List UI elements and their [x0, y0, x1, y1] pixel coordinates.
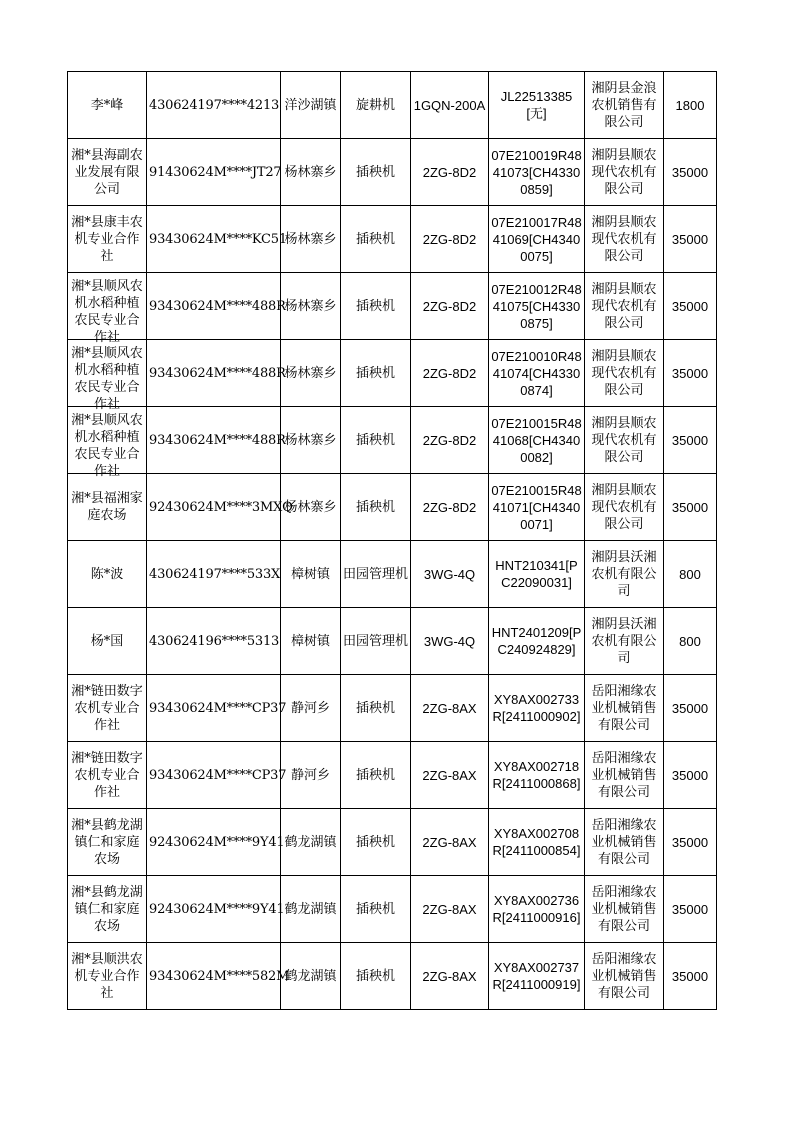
machine-type-text: 插秧机 [355, 834, 395, 850]
machine-type-text: 插秧机 [355, 901, 395, 917]
township-text: 杨林寨乡 [284, 231, 337, 247]
model-cell [411, 139, 489, 206]
serial-number-cell [489, 340, 585, 407]
subsidy-amount-text: 35000 [671, 834, 709, 850]
machine-type-text: 插秧机 [355, 432, 395, 448]
table-row [68, 407, 717, 474]
applicant-name-cell [68, 340, 147, 412]
applicant-name-cell [68, 72, 147, 139]
id-number-cell [147, 943, 290, 1010]
id-number-text: 430624197****4213 [149, 97, 280, 113]
dealer-cell [585, 943, 664, 1010]
table-row [68, 608, 717, 675]
id-number-cell [147, 675, 287, 742]
model-text: 2ZG-8D2 [422, 231, 477, 247]
dealer-cell [585, 407, 664, 474]
machine-type-cell [341, 407, 411, 474]
dealer-cell [585, 876, 664, 943]
township-cell [281, 608, 341, 675]
township-text: 鹤龙湖镇 [284, 968, 337, 984]
dealer-cell [585, 340, 664, 407]
model-cell [411, 206, 489, 273]
model-text: 2ZG-8AX [422, 968, 477, 984]
serial-number-text: HNT2401209[PC240924829] [491, 625, 582, 657]
serial-number-cell [489, 943, 585, 1010]
serial-number-text: 07E210017R4841069[CH43400075] [491, 214, 582, 264]
machine-type-text: 插秧机 [355, 231, 395, 247]
machine-type-text: 插秧机 [355, 365, 395, 381]
table-row [68, 541, 717, 608]
township-cell [281, 675, 341, 742]
id-number-cell [147, 876, 285, 943]
subsidy-amount-text: 35000 [671, 968, 709, 984]
serial-number-cell [489, 608, 585, 675]
subsidy-amount-text: 35000 [671, 432, 709, 448]
dealer-text: 湘阴县顺农现代农机有限公司 [591, 348, 657, 398]
subsidy-amount-text: 35000 [671, 901, 709, 917]
machine-type-cell [341, 72, 411, 139]
township-cell [281, 407, 341, 474]
model-cell [411, 340, 489, 407]
model-text: 2ZG-8D2 [422, 164, 477, 180]
serial-number-text: JL22513385[无] [500, 89, 573, 121]
township-text: 鹤龙湖镇 [284, 834, 337, 850]
model-text: 2ZG-8AX [422, 700, 477, 716]
model-cell [411, 273, 489, 340]
machine-type-cell [341, 541, 411, 608]
serial-number-cell [489, 72, 585, 139]
township-cell [281, 340, 341, 407]
id-number-cell [147, 139, 281, 206]
serial-number-text: XY8AX002718R[2411000868] [492, 759, 581, 791]
applicant-name-text: 湘*县顺风农机水稻种植农民专业合作社 [71, 412, 143, 479]
subsidy-amount-cell [664, 139, 717, 206]
model-cell [411, 407, 489, 474]
dealer-cell [585, 675, 664, 742]
id-number-cell [147, 72, 281, 139]
table-row [68, 474, 717, 541]
id-number-cell [147, 206, 287, 273]
id-number-text: 93430624M****488R [149, 298, 286, 314]
dealer-text: 湘阴县沃湘农机有限公司 [591, 616, 657, 666]
id-number-text: 93430624M****488R [149, 432, 286, 448]
applicant-name-text: 陈*波 [90, 566, 124, 582]
subsidy-amount-text: 800 [679, 566, 701, 582]
subsidy-amount-cell [664, 943, 717, 1010]
subsidy-amount-cell [664, 273, 717, 340]
applicant-name-text: 湘*县福湘家庭农场 [71, 491, 143, 523]
table-row [68, 742, 717, 809]
subsidy-amount-text: 35000 [671, 365, 709, 381]
dealer-cell [585, 541, 664, 608]
subsidy-amount-text: 1800 [675, 97, 705, 113]
subsidy-amount-cell [664, 742, 717, 809]
table-row [68, 139, 717, 206]
subsidy-amount-text: 35000 [671, 231, 709, 247]
subsidy-amount-text: 35000 [671, 767, 709, 783]
model-text: 2ZG-8AX [422, 901, 477, 917]
applicant-name-cell [68, 139, 147, 206]
serial-number-text: 07E210010R4841074[CH43300874] [491, 348, 582, 398]
model-text: 2ZG-8D2 [422, 432, 477, 448]
serial-number-cell [489, 206, 585, 273]
machine-type-text: 插秧机 [355, 700, 395, 716]
applicant-name-text: 湘*县康丰农机专业合作社 [71, 214, 143, 264]
id-number-cell [147, 809, 285, 876]
model-text: 1GQN-200A [413, 97, 486, 113]
subsidy-amount-cell [664, 340, 717, 407]
model-cell [411, 876, 489, 943]
dealer-text: 岳阳湘缘农业机械销售有限公司 [591, 884, 657, 934]
serial-number-cell [489, 407, 585, 474]
table-body [68, 72, 717, 1010]
township-text: 洋沙湖镇 [284, 97, 337, 113]
id-number-cell [147, 340, 286, 407]
applicant-name-cell [68, 943, 147, 1010]
machine-type-text: 旋耕机 [355, 97, 395, 113]
table-row [68, 72, 717, 139]
table-row [68, 675, 717, 742]
serial-number-text: 07E210019R4841073[CH43300859] [491, 147, 582, 197]
machine-type-cell [341, 340, 411, 407]
id-number-text: 430624196****5313 [149, 633, 280, 649]
township-cell [281, 809, 341, 876]
serial-number-cell [489, 675, 585, 742]
model-text: 3WG-4Q [423, 566, 476, 582]
table-row [68, 273, 717, 340]
applicant-name-cell [68, 742, 147, 809]
id-number-text: 93430624M****582M [149, 968, 290, 984]
machine-type-cell [341, 474, 411, 541]
subsidy-amount-cell [664, 206, 717, 273]
id-number-cell [147, 273, 286, 340]
township-text: 静河乡 [290, 767, 330, 783]
applicant-name-text: 湘*县海副农业发展有限公司 [71, 147, 143, 197]
id-number-cell [147, 407, 286, 474]
serial-number-cell [489, 273, 585, 340]
id-number-text: 92430624M****3MXQ [149, 499, 293, 515]
serial-number-text: XY8AX002736R[2411000916] [492, 893, 581, 925]
model-cell [411, 809, 489, 876]
applicant-name-cell [68, 675, 147, 742]
township-text: 鹤龙湖镇 [284, 901, 337, 917]
model-text: 2ZG-8AX [422, 834, 477, 850]
township-cell [281, 273, 341, 340]
serial-number-cell [489, 139, 585, 206]
table-row [68, 876, 717, 943]
subsidy-amount-cell [664, 876, 717, 943]
dealer-text: 湘阴县沃湘农机有限公司 [591, 549, 657, 599]
township-text: 杨林寨乡 [284, 499, 337, 515]
township-cell [281, 876, 341, 943]
machine-type-cell [341, 742, 411, 809]
subsidy-amount-cell [664, 72, 717, 139]
township-cell [281, 139, 341, 206]
dealer-text: 湘阴县顺农现代农机有限公司 [591, 214, 657, 264]
id-number-cell [147, 608, 281, 675]
subsidy-amount-cell [664, 608, 717, 675]
model-cell [411, 943, 489, 1010]
serial-number-cell [489, 876, 585, 943]
dealer-cell [585, 608, 664, 675]
applicant-name-text: 湘*县顺风农机水稻种植农民专业合作社 [71, 345, 143, 412]
dealer-cell [585, 809, 664, 876]
machine-type-text: 田园管理机 [343, 633, 409, 649]
machine-type-text: 插秧机 [355, 968, 395, 984]
subsidy-amount-text: 800 [679, 633, 701, 649]
dealer-cell [585, 474, 664, 541]
serial-number-cell [489, 809, 585, 876]
applicant-name-text: 湘*链田数字农机专业合作社 [71, 750, 143, 800]
model-cell [411, 541, 489, 608]
township-text: 樟树镇 [290, 566, 330, 582]
applicant-name-text: 湘*链田数字农机专业合作社 [71, 683, 143, 733]
serial-number-text: HNT210341[PC22090031] [495, 558, 578, 590]
dealer-text: 湘阴县顺农现代农机有限公司 [591, 415, 657, 465]
id-number-text: 93430624M****488R [149, 365, 286, 381]
id-number-text: 92430624M****9Y41 [149, 901, 285, 917]
dealer-cell [585, 206, 664, 273]
applicant-name-cell [68, 809, 147, 876]
machine-type-cell [341, 206, 411, 273]
subsidy-amount-cell [664, 541, 717, 608]
township-cell [281, 206, 341, 273]
township-text: 静河乡 [290, 700, 330, 716]
applicant-name-cell [68, 273, 147, 345]
township-text: 杨林寨乡 [284, 164, 337, 180]
township-cell [281, 742, 341, 809]
serial-number-cell [489, 474, 585, 541]
table-row [68, 943, 717, 1010]
subsidy-amount-text: 35000 [671, 164, 709, 180]
id-number-cell [147, 541, 281, 608]
applicant-name-text: 杨*国 [90, 633, 124, 649]
machine-type-text: 插秧机 [355, 164, 395, 180]
subsidy-amount-text: 35000 [671, 499, 709, 515]
id-number-cell [147, 742, 287, 809]
id-number-text: 91430624M****JT27 [149, 164, 282, 180]
table-row [68, 340, 717, 407]
machine-type-cell [341, 876, 411, 943]
table-row [68, 206, 717, 273]
machine-type-text: 插秧机 [355, 767, 395, 783]
township-text: 杨林寨乡 [284, 432, 337, 448]
serial-number-text: XY8AX002708R[2411000854] [492, 826, 581, 858]
serial-number-text: 07E210015R4841068[CH43400082] [491, 415, 582, 465]
applicant-name-text: 湘*县鹤龙湖镇仁和家庭农场 [71, 884, 143, 934]
id-number-text: 430624197****533X [149, 566, 281, 582]
dealer-text: 岳阳湘缘农业机械销售有限公司 [591, 750, 657, 800]
serial-number-text: 07E210012R4841075[CH43300875] [491, 281, 582, 331]
applicant-name-cell [68, 608, 147, 675]
serial-number-text: XY8AX002733R[2411000902] [492, 692, 581, 724]
dealer-cell [585, 139, 664, 206]
dealer-text: 湘阴县金浪农机销售有限公司 [591, 80, 657, 130]
dealer-cell [585, 72, 664, 139]
subsidy-amount-cell [664, 809, 717, 876]
model-text: 2ZG-8D2 [422, 298, 477, 314]
subsidy-amount-text: 35000 [671, 700, 709, 716]
dealer-text: 湘阴县顺农现代农机有限公司 [591, 281, 657, 331]
township-text: 杨林寨乡 [284, 365, 337, 381]
machine-type-cell [341, 608, 411, 675]
machine-type-cell [341, 809, 411, 876]
applicant-name-text: 湘*县顺风农机水稻种植农民专业合作社 [71, 278, 143, 345]
applicant-name-cell [68, 206, 147, 273]
subsidy-amount-cell [664, 407, 717, 474]
serial-number-cell [489, 541, 585, 608]
subsidy-records-table [67, 71, 717, 1010]
dealer-cell [585, 273, 664, 340]
dealer-text: 湘阴县顺农现代农机有限公司 [591, 147, 657, 197]
machine-type-cell [341, 675, 411, 742]
model-text: 2ZG-8D2 [422, 499, 477, 515]
subsidy-amount-cell [664, 675, 717, 742]
machine-type-text: 插秧机 [355, 298, 395, 314]
township-cell [281, 541, 341, 608]
applicant-name-cell [68, 876, 147, 943]
applicant-name-cell [68, 474, 147, 541]
id-number-cell [147, 474, 293, 541]
model-cell [411, 675, 489, 742]
model-cell [411, 474, 489, 541]
dealer-text: 岳阳湘缘农业机械销售有限公司 [591, 683, 657, 733]
dealer-text: 湘阴县顺农现代农机有限公司 [591, 482, 657, 532]
id-number-text: 93430624M****CP37 [149, 767, 287, 783]
id-number-text: 92430624M****9Y41 [149, 834, 285, 850]
dealer-cell [585, 742, 664, 809]
applicant-name-cell [68, 407, 147, 479]
machine-type-cell [341, 273, 411, 340]
serial-number-cell [489, 742, 585, 809]
applicant-name-text: 湘*县鹤龙湖镇仁和家庭农场 [71, 817, 143, 867]
model-cell [411, 742, 489, 809]
township-cell [281, 943, 341, 1010]
subsidy-amount-cell [664, 474, 717, 541]
model-text: 2ZG-8D2 [422, 365, 477, 381]
township-cell [281, 474, 341, 541]
applicant-name-text: 李*峰 [90, 97, 124, 113]
machine-type-text: 插秧机 [355, 499, 395, 515]
applicant-name-text: 湘*县顺洪农机专业合作社 [71, 951, 143, 1001]
serial-number-text: 07E210015R4841071[CH43400071] [491, 482, 582, 532]
township-cell [281, 72, 341, 139]
applicant-name-cell [68, 541, 147, 608]
township-text: 樟树镇 [290, 633, 330, 649]
dealer-text: 岳阳湘缘农业机械销售有限公司 [591, 951, 657, 1001]
table-row [68, 809, 717, 876]
id-number-text: 93430624M****CP37 [149, 700, 287, 716]
township-text: 杨林寨乡 [284, 298, 337, 314]
model-text: 3WG-4Q [423, 633, 476, 649]
subsidy-amount-text: 35000 [671, 298, 709, 314]
id-number-text: 93430624M****KC51 [149, 231, 287, 247]
machine-type-cell [341, 943, 411, 1010]
serial-number-text: XY8AX002737R[2411000919] [492, 960, 581, 992]
model-cell [411, 72, 489, 139]
machine-type-cell [341, 139, 411, 206]
machine-type-text: 田园管理机 [343, 566, 409, 582]
dealer-text: 岳阳湘缘农业机械销售有限公司 [591, 817, 657, 867]
model-text: 2ZG-8AX [422, 767, 477, 783]
model-cell [411, 608, 489, 675]
